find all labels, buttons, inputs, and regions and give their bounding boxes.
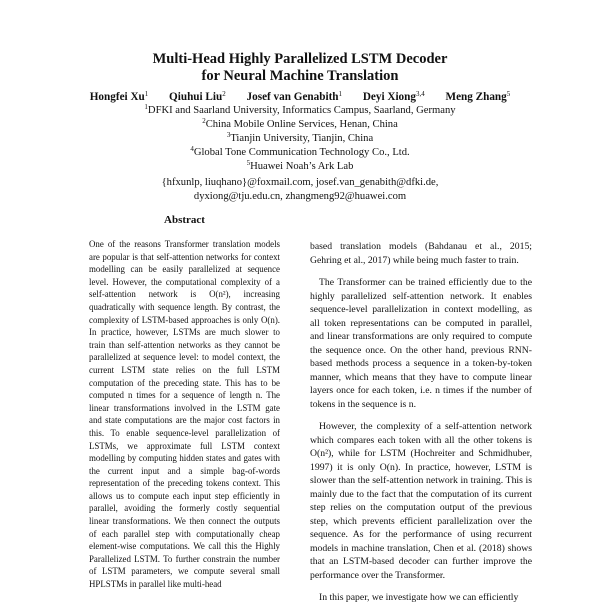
email-line-1: {hfxunlp, liuqhano}@foxmail.com, josef.van_genabith@dfki.de, — [161, 177, 439, 188]
body-paragraph: In this paper, we investigate how we can efficiently — [319, 592, 519, 603]
body-paragraph: based translation models (Bahdanau et al., 2015; Gehring et al., 2017) while being much faster to train. — [310, 241, 532, 266]
affiliation: $^4$Global Tone Communication Technology Co., Ltd. — [190, 145, 410, 158]
body-paragraph: However, the complexity of a self-attention network which compares each token with all the other tokens is O(n²), while for LSTM (Hochreiter and Schmidhuber, 1997) it is only O(n). In practice, however, LSTM is slower than the self-attention network in training. This is mainly due to the fact that the computation of its current step relies on the computation output of the previous step, which prevents efficient parallelization over the sequence. As for the performance of using recurrent models in machine translation, Chen et al. (2018) shows that an LSTM-based decoder can further improve the performance over the Transformer. — [310, 421, 532, 581]
author: Josef van Genabith$^1$ — [246, 90, 343, 103]
author: Deyi Xiong$^{3,4}$ — [362, 90, 425, 103]
email-line-2: dyxiong@tju.edu.cn, zhangmeng92@huawei.com — [193, 191, 407, 202]
abstract-column — [89, 238, 280, 591]
abstract-heading: Abstract — [164, 214, 205, 226]
affiliation: $^2$China Mobile Online Services, Henan, China — [202, 117, 398, 130]
affiliation: $^5$Huawei Noah’s Ark Lab — [246, 159, 354, 172]
paper-title-line-1: Multi-Head Highly Parallelized LSTM Decoder — [152, 51, 448, 67]
author-list — [0, 90, 600, 104]
author: Qiuhui Liu$^2$ — [169, 90, 226, 103]
affiliation: $^1$DFKI and Saarland University, Informatics Campus, Saarland, Germany — [144, 103, 456, 116]
affiliation: $^3$Tianjin University, Tianjin, China — [226, 131, 374, 144]
abstract-text: One of the reasons Transformer translation models are popular is that self-attention networks for context modelling can be easily parallelized at sequence level. However, the computational complexity of a self-attention network is O(n²), increasing quadratically with sequence length. By contrast, the complexity of LSTM-based approaches is only O(n). In practice, however, LSTMs are much slower to train than self-attention networks as they cannot be parallelized at sequence level: to model context, the current LSTM state relies on the full LSTM computation of the preceding state. This has to be computed n times for a sequence of length n. The linear transformations involved in the LSTM gate and state computations are the major cost factors in this. To enable sequence-level parallelization of LSTMs, we approximate full LSTM context modelling by computing hidden states and gates with the current input and a simple bag-of-words representation of the preceding tokens context. This allows us to compute each input step efficiently in parallel, avoiding the formerly costly sequential linear transformations. We then connect the outputs of each parallel step with computationally cheap element-wise computations. We call this the Highly Parallelized LSTM. To further constrain the number of LSTM parameters, we compute several small HPLSTMs in parallel like multi-head — [89, 239, 280, 590]
author: Hongfei Xu$^1$ — [89, 90, 149, 103]
author: Meng Zhang$^5$ — [445, 90, 511, 103]
body-paragraph: The Transformer can be trained efficiently due to the highly parallelized self-attention network. It enables sequence-level parallelization in context modelling, as all token representations can be computed in parallel, and linear transformations are only required to compute the sequence once. On the other hand, previous RNN-based methods process a sequence in a token-by-token manner, which means that they have to compute linear layers once for each token, i.e. n times if the number of tokens in the sequence is n. — [310, 277, 532, 410]
paper-title-line-2: for Neural Machine Translation — [201, 68, 399, 84]
body-column — [310, 240, 532, 605]
